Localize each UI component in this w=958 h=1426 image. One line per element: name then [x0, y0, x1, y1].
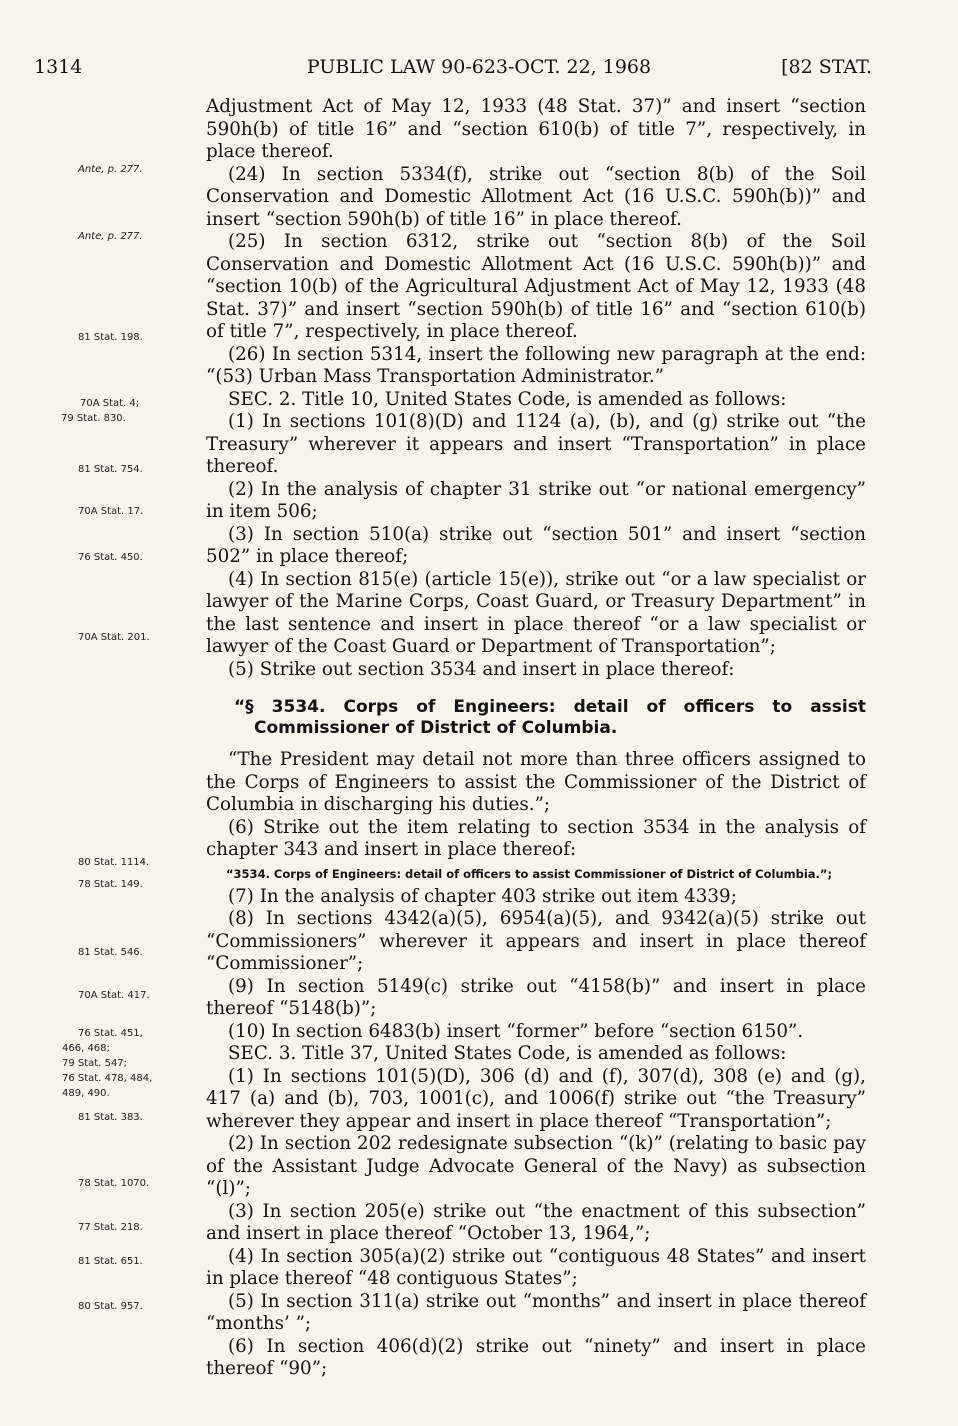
page-number: 1314: [34, 56, 83, 78]
margin-note: 80 Stat. 957.: [78, 1301, 143, 1312]
margin-note: 466, 468;: [62, 1043, 110, 1054]
margin-note: 80 Stat. 1114.: [78, 857, 150, 868]
paragraph: (3) In section 205(e) strike out “the enactment of this subsection” and insert in place thereof “October 13, 1964,”;: [206, 1200, 866, 1244]
margin-note: 81 Stat. 651.: [78, 1256, 143, 1267]
paragraph: (3) In section 510(a) strike out “section 501” and insert “section 502” in place thereof;: [206, 523, 866, 567]
body-text: [206, 96, 866, 1381]
paragraph: (4) In section 305(a)(2) strike out “contiguous 48 States” and insert in place thereof “48 contiguous States”;: [206, 1245, 866, 1289]
paragraph: (4) In section 815(e) (article 15(e)), strike out “or a law specialist or lawyer of the Marine Corps, Coast Guard, or Treasury Department” in the last sentence and insert in place thereof “or a law specialist or lawyer of the Coast Guard or Department of Transportation”;: [206, 568, 866, 657]
inserted-analysis-item: “3534. Corps of Engineers: detail of officers to assist Commissioner of District of Columbia.”;: [226, 866, 833, 881]
paragraph: (5) Strike out section 3534 and insert in place thereof:: [228, 658, 735, 680]
margin-note: Ante, p. 277.: [78, 231, 143, 242]
margin-note: 79 Stat. 830.: [61, 413, 126, 424]
running-header: [0, 56, 958, 82]
paragraph: (10) In section 6483(b) insert “former” before “section 6150”.: [228, 1020, 804, 1042]
paragraph: (6) Strike out the item relating to section 3534 in the analysis of chapter 343 and insert in place thereof:: [206, 816, 866, 860]
margin-note: 79 Stat. 547;: [62, 1058, 128, 1069]
margin-note: 78 Stat. 149.: [78, 879, 143, 890]
paragraph: (2) In the analysis of chapter 31 strike out “or national emergency” in item 506;: [206, 478, 866, 522]
volume-reference: [82 STAT.: [781, 56, 872, 78]
paragraph: (8) In sections 4342(a)(5), 6954(a)(5), and 9342(a)(5) strike out “Commissioners” wherever it appears and insert in place thereof “Commissioner”;: [206, 908, 866, 974]
margin-note: 70A Stat. 417.: [78, 990, 150, 1001]
paragraph: (2) In section 202 redesignate subsection “(k)” (relating to basic pay of the Assistant Judge Advocate General of the Navy) as subsection “(l)”;: [206, 1133, 866, 1199]
paragraph: (25) In section 6312, strike out “section 8(b) of the Soil Conservation and Domestic Allotment Act (16 U.S.C. 590h(b))” and “section 10(b) of the Agricultural Adjustment Act of May 12, 1933 (48 Stat. 37)” and insert “section 590h(b) of title 16” and “section 610(b) of title 7”, respectively, in place thereof.: [206, 231, 866, 342]
paragraph: (6) In section 406(d)(2) strike out “ninety” and insert in place thereof “90”;: [206, 1335, 866, 1379]
section-heading: SEC. 3. Title 37, United States Code, is amended as follows:: [228, 1043, 787, 1064]
paragraph: “The President may detail not more than three officers assigned to the Corps of Engineers to assist the Commissioner of the District of Columbia in discharging his duties.”;: [206, 749, 866, 815]
margin-note: 81 Stat. 754.: [78, 464, 143, 475]
margin-note: 70A Stat. 201.: [78, 632, 150, 643]
paragraph: (9) In section 5149(c) strike out “4158(b)” and insert in place thereof “5148(b)”;: [206, 975, 866, 1019]
margin-note: 76 Stat. 450.: [78, 552, 143, 563]
section-heading: SEC. 2. Title 10, United States Code, is amended as follows:: [228, 388, 787, 410]
margin-note: 76 Stat. 451,: [78, 1028, 143, 1039]
margin-note: 81 Stat. 198.: [78, 332, 143, 343]
header-title: PUBLIC LAW 90-623-OCT. 22, 1968: [306, 56, 652, 78]
paragraph: (1) In sections 101(5)(D), 306 (d) and (f), 307(d), 308 (e) and (g), 417 (a) and (b), 703, 1001(c), and 1006(f) strike out “the Treasury” wherever they appear and insert in place thereof “Transportation”;: [206, 1065, 866, 1132]
margin-note: 81 Stat. 546.: [78, 947, 143, 958]
paragraph: (5) In section 311(a) strike out “months” and insert in place thereof “months’ ”;: [206, 1290, 866, 1334]
paragraph: (1) In sections 101(8)(D) and 1124 (a), (b), and (g) strike out “the Treasury” wherever it appears and insert “Transportation” in place thereof.: [206, 411, 866, 477]
margin-note: 78 Stat. 1070.: [78, 1178, 150, 1189]
margin-note: 76 Stat. 478, 484,: [62, 1073, 153, 1084]
paragraph: (24) In section 5334(f), strike out “section 8(b) of the Soil Conservation and Domestic Allotment Act (16 U.S.C. 590h(b))” and insert “section 590h(b) of title 16” in place thereof.: [206, 163, 866, 230]
margin-note: 489, 490.: [62, 1088, 110, 1099]
margin-note: Ante, p. 277.: [78, 164, 143, 175]
margin-note: 70A Stat. 4;: [80, 398, 140, 409]
margin-note: 77 Stat. 218.: [78, 1222, 143, 1233]
paragraph: (7) In the analysis of chapter 403 strike out item 4339;: [228, 885, 737, 907]
margin-note: 70A Stat. 17.: [78, 506, 144, 517]
inserted-section-title: “§ 3534. Corps of Engineers: detail of officers to assist Commissioner of District of Columbia.: [234, 697, 866, 738]
paragraph: (26) In section 5314, insert the following new paragraph at the end: “(53) Urban Mass Transportation Administrator.”: [206, 343, 866, 387]
paragraph: Adjustment Act of May 12, 1933 (48 Stat. 37)” and insert “section 590h(b) of title 16” and “section 610(b) of title 7”, respectively, in place thereof.: [206, 96, 866, 162]
margin-note: 81 Stat. 383.: [78, 1112, 143, 1123]
